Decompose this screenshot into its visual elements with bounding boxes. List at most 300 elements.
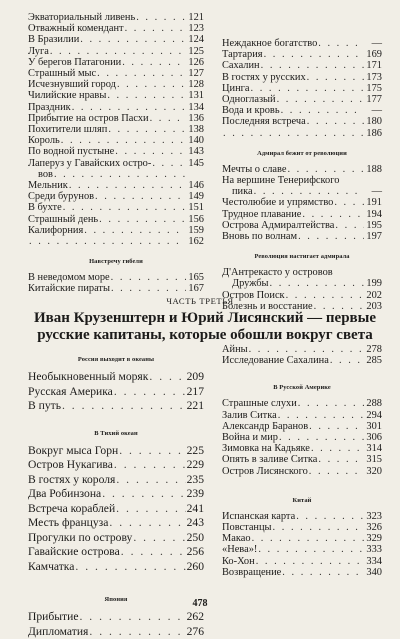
toc-entry — [222, 197, 382, 208]
toc-entry-title: Камчатка — [28, 560, 74, 575]
toc-entry-title: Мельник — [28, 180, 68, 191]
toc-entry — [28, 202, 204, 213]
toc-entry — [28, 102, 204, 113]
toc-entry — [28, 545, 204, 560]
section-heading: Россия выходит в океаны — [28, 356, 204, 363]
dot-leader — [248, 344, 364, 355]
dot-leader — [286, 164, 364, 175]
dot-leader — [251, 533, 364, 544]
toc-entry-page: 320 — [364, 466, 382, 477]
toc-entry-title: Страшный день — [28, 214, 98, 225]
toc-entry-title: Исследование Сахалина — [222, 355, 329, 366]
dot-leader — [115, 473, 186, 488]
toc-entry-page: 209 — [186, 370, 204, 385]
dot-leader — [74, 560, 186, 575]
toc-entry-title: В путь — [28, 399, 61, 414]
toc-entry-title: Вода и кровь — [222, 105, 280, 116]
toc-entry-title: Болезнь и восстание — [222, 301, 313, 312]
toc-entry-title: Король — [28, 135, 60, 146]
dot-leader — [132, 531, 186, 546]
toc-entry-title: «Нева»! — [222, 544, 257, 555]
toc-entry-title: Остров Лисянского — [222, 466, 308, 477]
toc-entry-page: 140 — [186, 135, 204, 146]
toc-right-top — [222, 38, 382, 312]
toc-list — [222, 164, 382, 242]
toc-entry — [222, 267, 382, 278]
toc-entry — [28, 625, 204, 639]
toc-entry-page: 314 — [364, 443, 382, 454]
toc-right-bottom — [222, 344, 382, 578]
section-heading: Революция настигает адмирала — [222, 253, 382, 260]
dot-leader — [308, 421, 364, 432]
toc-entry — [222, 83, 382, 94]
dot-leader — [53, 169, 186, 180]
toc-entry-page: — — [364, 105, 382, 116]
toc-entry — [28, 57, 204, 68]
toc-entry-title: Исчезнувший город — [28, 79, 116, 90]
dot-leader — [308, 466, 364, 477]
dot-leader — [253, 186, 364, 197]
toc-entry-page: 188 — [364, 164, 382, 175]
toc-entry-page: 301 — [364, 421, 382, 432]
toc-entry-title: Д'Антрекасто у островов — [222, 267, 333, 278]
toc-entry-title: Макао — [222, 533, 251, 544]
toc-entry-title: Прогулки по острову — [28, 531, 132, 546]
toc-entry — [28, 531, 204, 546]
toc-entry-title: Ко-Хон — [222, 556, 255, 567]
toc-entry — [222, 511, 382, 522]
dot-leader — [120, 545, 186, 560]
toc-entry-page: 285 — [364, 355, 382, 366]
toc-entry-page: 250 — [186, 531, 204, 546]
dot-leader — [257, 544, 364, 555]
toc-entry-page: 225 — [186, 444, 204, 459]
dot-leader — [115, 502, 186, 517]
dot-leader — [278, 432, 364, 443]
toc-entry — [222, 128, 382, 139]
toc-entry — [222, 567, 382, 578]
toc-entry — [28, 135, 204, 146]
toc-entry — [222, 443, 382, 454]
toc-entry-page: 278 — [364, 344, 382, 355]
toc-left-top — [28, 12, 204, 295]
toc-entry-page: 329 — [364, 533, 382, 544]
toc-entry-page: 134 — [186, 102, 204, 113]
dot-leader — [269, 278, 364, 289]
dot-leader — [101, 487, 186, 502]
toc-entry — [222, 94, 382, 105]
dot-leader — [149, 113, 186, 124]
toc-list — [222, 344, 382, 366]
toc-list — [28, 444, 204, 575]
dot-leader — [276, 94, 364, 105]
toc-entry — [222, 116, 382, 127]
toc-entry-page: 159 — [186, 225, 204, 236]
toc-entry-title: Опять в заливе Ситка — [222, 454, 317, 465]
dot-leader — [272, 522, 364, 533]
toc-entry — [28, 236, 204, 247]
toc-entry — [222, 164, 382, 175]
toc-entry-page: 197 — [364, 231, 382, 242]
toc-entry-title: Остров Нукагива — [28, 458, 113, 473]
toc-entry-page: 125 — [186, 46, 204, 57]
dot-leader — [301, 209, 364, 220]
toc-entry-page: 186 — [364, 128, 382, 139]
toc-entry-title: Острова Адмиралтейства — [222, 220, 334, 231]
section-heading: Навстречу гибели — [28, 258, 204, 265]
dot-leader — [110, 283, 186, 294]
toc-entry-page: 128 — [186, 79, 204, 90]
toc-entry-title: Мечты о славе — [222, 164, 286, 175]
toc-entry — [222, 466, 382, 477]
toc-entry-page: 145 — [186, 158, 204, 169]
toc-entry — [28, 146, 204, 157]
toc-entry-page: 191 — [364, 197, 382, 208]
toc-entry-title: Похитители шляп — [28, 124, 107, 135]
toc-entry-page: 262 — [186, 610, 204, 625]
toc-entry-page: 315 — [364, 454, 382, 465]
toc-entry-page: 177 — [364, 94, 382, 105]
toc-entry-page: 194 — [364, 209, 382, 220]
toc-entry-page: 167 — [186, 283, 204, 294]
dot-leader — [281, 567, 364, 578]
toc-entry-page: 203 — [364, 301, 382, 312]
toc-entry-page: 136 — [186, 113, 204, 124]
dot-leader — [114, 146, 186, 157]
toc-entry — [28, 272, 204, 283]
toc-entry-title: Тартария — [222, 49, 263, 60]
toc-entry-title: Трудное плавание — [222, 209, 301, 220]
toc-entry-title: Чилийские нравы — [28, 90, 106, 101]
toc-entry-title: По водной пустыне — [28, 146, 114, 157]
dot-leader — [333, 197, 364, 208]
toc-entry — [222, 398, 382, 409]
dot-leader — [110, 272, 186, 283]
toc-entry-title: Возвращение — [222, 567, 281, 578]
toc-entry — [28, 79, 204, 90]
toc-entry-page: 306 — [364, 432, 382, 443]
toc-entry-page: 243 — [186, 516, 204, 531]
dot-leader — [124, 23, 186, 34]
toc-entry — [28, 473, 204, 488]
toc-entry-title: У берегов Патагонии — [28, 57, 121, 68]
toc-entry — [28, 124, 204, 135]
toc-entry-title: Испанская карта — [222, 511, 295, 522]
dot-leader — [118, 444, 186, 459]
toc-entry-page: 165 — [186, 272, 204, 283]
toc-entry-title: Зимовка на Кадьяке — [222, 443, 310, 454]
dot-leader — [306, 72, 364, 83]
toc-entry-page: 195 — [364, 220, 382, 231]
dot-leader — [297, 231, 364, 242]
dot-leader — [49, 46, 186, 57]
dot-leader — [277, 410, 364, 421]
toc-entry-page: 241 — [186, 502, 204, 517]
toc-left-bottom — [28, 356, 204, 639]
dot-leader — [255, 556, 364, 567]
toc-entry — [222, 421, 382, 432]
dot-leader — [28, 236, 186, 247]
toc-entry — [222, 544, 382, 555]
toc-entry-title: Прибытие — [28, 610, 78, 625]
toc-entry — [222, 454, 382, 465]
toc-entry-page: 199 — [364, 278, 382, 289]
toc-entry-page: 202 — [364, 290, 382, 301]
dot-leader — [60, 135, 186, 146]
toc-entry — [222, 175, 382, 186]
dot-leader — [310, 443, 364, 454]
toc-entry — [222, 522, 382, 533]
toc-entry-title: В Бразилии — [28, 34, 79, 45]
toc-list — [222, 38, 382, 139]
toc-list — [28, 272, 204, 294]
toc-entry-title: вов — [28, 169, 53, 180]
toc-entry-title: В гостях у русских — [222, 72, 306, 83]
toc-entry-title: Месть француза — [28, 516, 108, 531]
section-heading: В Русской Америке — [222, 384, 382, 391]
toc-entry-title: Встреча кораблей — [28, 502, 115, 517]
toc-entry-page: 180 — [364, 116, 382, 127]
toc-entry — [28, 23, 204, 34]
toc-entry-title: Необыкновенный моряк — [28, 370, 148, 385]
part-label: ЧАСТЬ ТРЕТЬЯ — [0, 296, 400, 306]
toc-entry — [28, 46, 204, 57]
section-heading: В Тихий океан — [28, 430, 204, 437]
toc-entry-page: 221 — [186, 399, 204, 414]
toc-entry-page: 276 — [186, 625, 204, 639]
toc-entry-page: 260 — [186, 560, 204, 575]
toc-list — [222, 511, 382, 578]
toc-entry-page: 239 — [186, 487, 204, 502]
toc-entry-title: Отважный комендант — [28, 23, 124, 34]
dot-leader — [297, 398, 364, 409]
toc-entry-title: Экваториальный ливень — [28, 12, 135, 23]
dot-leader — [113, 385, 186, 400]
dot-leader — [61, 399, 186, 414]
toc-entry-title: Война и мир — [222, 432, 278, 443]
toc-entry — [28, 180, 204, 191]
toc-entry — [28, 90, 204, 101]
toc-entry-title: Последняя встреча — [222, 116, 306, 127]
toc-entry-title: Два Робинзона — [28, 487, 101, 502]
toc-entry-page: 340 — [364, 567, 382, 578]
dot-leader — [222, 128, 364, 139]
dot-leader — [116, 79, 186, 90]
toc-entry-title: Праздник — [28, 102, 71, 113]
toc-entry-title: Прибытие на остров Пасхи — [28, 113, 149, 124]
toc-entry-page: 323 — [364, 511, 382, 522]
dot-leader — [98, 214, 186, 225]
toc-entry-title: Страшные слухи — [222, 398, 297, 409]
toc-entry-title: Александр Баранов — [222, 421, 308, 432]
toc-entry — [28, 191, 204, 202]
toc-entry — [222, 556, 382, 567]
toc-entry-page: 229 — [186, 458, 204, 473]
toc-entry — [28, 225, 204, 236]
toc-entry-title: Одноглазый — [222, 94, 276, 105]
toc-entry-page: 288 — [364, 398, 382, 409]
toc-entry-title: Остров Поиск — [222, 290, 285, 301]
toc-entry — [28, 283, 204, 294]
toc-entry — [222, 209, 382, 220]
toc-entry-title: Айны — [222, 344, 248, 355]
toc-entry-page: 235 — [186, 473, 204, 488]
toc-entry-title: Среди бурунов — [28, 191, 94, 202]
toc-entry — [28, 444, 204, 459]
toc-entry-page: 333 — [364, 544, 382, 555]
toc-entry-title: В неведомом море — [28, 272, 110, 283]
page-number: 478 — [0, 598, 400, 609]
toc-entry-title: На вершине Тенерифского — [222, 175, 339, 186]
dot-leader — [106, 90, 186, 101]
toc-entry-title: Неждакное богатство — [222, 38, 317, 49]
toc-entry-title: Китайские пираты — [28, 283, 110, 294]
toc-entry — [28, 502, 204, 517]
dot-leader — [329, 355, 364, 366]
dot-leader — [121, 57, 186, 68]
toc-entry-page: 151 — [186, 202, 204, 213]
dot-leader — [108, 516, 186, 531]
toc-entry-page: — — [364, 38, 382, 49]
toc-entry — [222, 533, 382, 544]
toc-entry-page: 217 — [186, 385, 204, 400]
toc-entry-page: 256 — [186, 545, 204, 560]
toc-entry-page: 131 — [186, 90, 204, 101]
dot-leader — [263, 49, 364, 60]
toc-entry-title: Дружбы — [222, 278, 269, 289]
toc-entry — [28, 385, 204, 400]
section-heading: Адмирал бежит от революции — [222, 150, 382, 157]
section-heading: Китай — [222, 497, 382, 504]
toc-entry-title: Лаперуз у Гавайских остро- — [28, 158, 151, 169]
dot-leader — [107, 124, 186, 135]
dot-leader — [88, 625, 186, 639]
toc-entry-page: 171 — [364, 60, 382, 71]
toc-entry-page: 294 — [364, 410, 382, 421]
toc-list — [222, 398, 382, 476]
toc-entry — [28, 370, 204, 385]
dot-leader — [317, 454, 364, 465]
toc-entry-title: Повстанцы — [222, 522, 272, 533]
toc-entry — [28, 169, 204, 180]
dot-leader — [79, 34, 186, 45]
toc-entry-page: 156 — [186, 214, 204, 225]
toc-entry-page: 124 — [186, 34, 204, 45]
toc-entry — [28, 487, 204, 502]
toc-entry-page: 123 — [186, 23, 204, 34]
toc-entry — [222, 105, 382, 116]
toc-entry-page: 173 — [364, 72, 382, 83]
toc-entry — [222, 231, 382, 242]
dot-leader — [280, 105, 364, 116]
toc-entry-page: 169 — [364, 49, 382, 60]
dot-leader — [260, 60, 364, 71]
toc-entry-title: Сахалин — [222, 60, 260, 71]
toc-entry — [222, 38, 382, 49]
toc-entry — [28, 516, 204, 531]
dot-leader — [334, 220, 364, 231]
toc-entry-title: Калифорния — [28, 225, 83, 236]
dot-leader — [306, 116, 364, 127]
toc-entry-title: Вновь по волнам — [222, 231, 297, 242]
toc-entry — [28, 214, 204, 225]
toc-entry — [28, 113, 204, 124]
toc-entry-page: 149 — [186, 191, 204, 202]
toc-entry — [222, 278, 382, 289]
toc-entry — [28, 34, 204, 45]
section-heading: Япония — [28, 596, 204, 603]
toc-list — [28, 370, 204, 414]
toc-entry-title: Залив Ситка — [222, 410, 277, 421]
toc-entry — [28, 68, 204, 79]
toc-entry-page: 126 — [186, 57, 204, 68]
toc-entry-title: Вокруг мыса Горн — [28, 444, 118, 459]
dot-leader — [135, 12, 186, 23]
toc-entry — [28, 458, 204, 473]
toc-entry-page: 127 — [186, 68, 204, 79]
part-title: Иван Крузенштерн и Юрий Лисянский — первые русские капитаны, которые обошли вокруг света — [30, 310, 380, 344]
toc-entry-title: Цинга — [222, 83, 250, 94]
toc-entry-page: 334 — [364, 556, 382, 567]
toc-entry — [222, 410, 382, 421]
dot-leader — [317, 38, 364, 49]
toc-entry-title: Русская Америка — [28, 385, 113, 400]
dot-leader — [295, 511, 364, 522]
toc-entry — [28, 399, 204, 414]
toc-entry — [28, 610, 204, 625]
toc-entry-title: Страшный мыс — [28, 68, 96, 79]
dot-leader — [250, 83, 365, 94]
toc-entry-title: Луга — [28, 46, 49, 57]
toc-entry-page: 326 — [364, 522, 382, 533]
toc-list — [28, 12, 204, 247]
toc-entry-page: 162 — [186, 236, 204, 247]
toc-entry-title: пика — [222, 186, 253, 197]
toc-entry-title: В бухте — [28, 202, 62, 213]
toc-list — [28, 610, 204, 639]
dot-leader — [151, 158, 186, 169]
toc-entry — [222, 49, 382, 60]
toc-entry-title: Гавайские острова — [28, 545, 120, 560]
dot-leader — [62, 202, 186, 213]
dot-leader — [68, 180, 186, 191]
dot-leader — [113, 458, 186, 473]
toc-entry — [222, 60, 382, 71]
dot-leader — [71, 102, 186, 113]
toc-entry-title: Честолюбие и упрямство — [222, 197, 333, 208]
toc-entry-page: — — [364, 186, 382, 197]
toc-entry-page: 175 — [364, 83, 382, 94]
dot-leader — [96, 68, 186, 79]
toc-entry — [28, 158, 204, 169]
toc-entry — [222, 432, 382, 443]
toc-entry-page: 143 — [186, 146, 204, 157]
toc-entry-title: Дипломатия — [28, 625, 88, 639]
toc-entry-page: 146 — [186, 180, 204, 191]
toc-entry — [222, 355, 382, 366]
dot-leader — [78, 610, 186, 625]
dot-leader — [83, 225, 186, 236]
toc-entry — [222, 72, 382, 83]
dot-leader — [148, 370, 186, 385]
toc-entry-page: 121 — [186, 12, 204, 23]
toc-entry — [28, 560, 204, 575]
toc-entry — [222, 186, 382, 197]
toc-entry-title: В гостях у короля — [28, 473, 115, 488]
dot-leader — [94, 191, 186, 202]
toc-entry — [28, 12, 204, 23]
toc-entry — [222, 220, 382, 231]
